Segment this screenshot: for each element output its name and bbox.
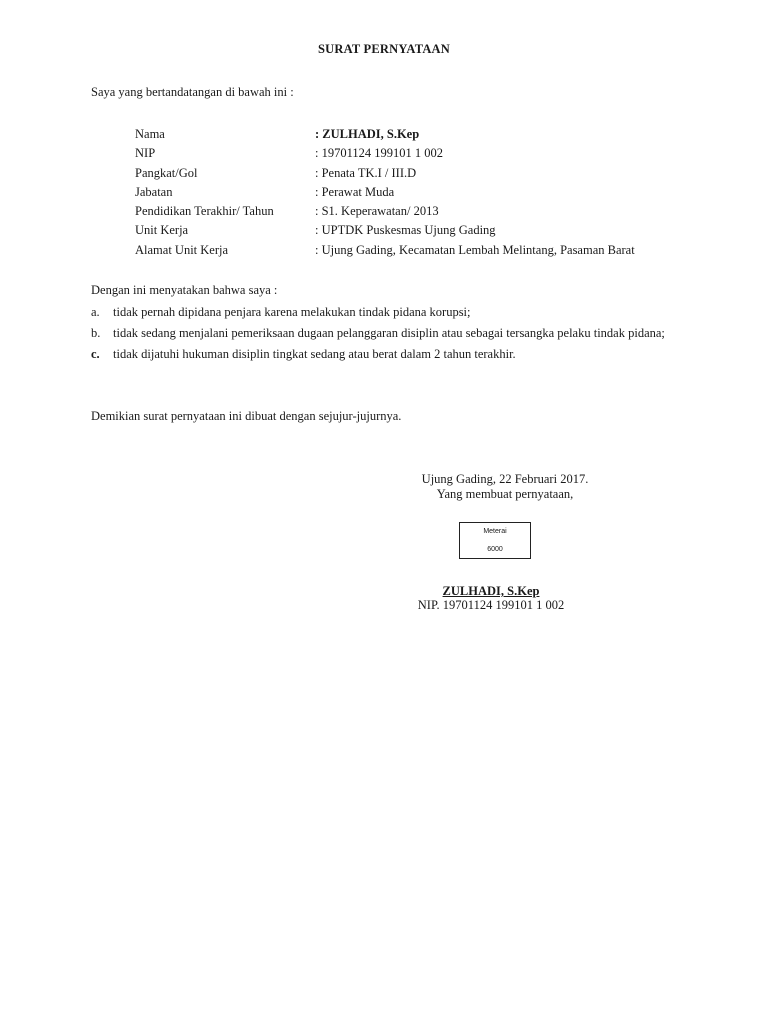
list-item (91, 344, 704, 365)
identity-label: Alamat Unit Kerja (135, 242, 229, 257)
place-date: Ujung Gading, 22 Februari 2017. (421, 472, 589, 486)
identity-row-education (135, 202, 715, 221)
closing-text: Demikian surat pernyataan ini dibuat dengan sejujur-jujurnya. (91, 409, 402, 423)
list-item (91, 323, 704, 344)
signature-block (380, 472, 630, 501)
identity-label: Pendidikan Terakhir/ Tahun (135, 204, 274, 219)
identity-label: Jabatan (135, 184, 173, 199)
identity-value: : 19701124 199101 1 002 (315, 146, 444, 161)
identity-row-nip (135, 144, 715, 163)
identity-value: : Ujung Gading, Kecamatan Lembah Melintang, Pasaman Barat (315, 242, 635, 257)
list-item-text: tidak dijatuhi hukuman disiplin tingkat sedang atau berat dalam 2 tahun terakhir. (113, 347, 516, 361)
stamp-value: 6000 (487, 546, 503, 553)
stamp-box (459, 522, 531, 559)
list-item-letter: c. (91, 347, 100, 361)
list-item (91, 302, 704, 323)
identity-value: : S1. Keperawatan/ 2013 (315, 204, 439, 219)
identity-row-work-address (135, 241, 715, 260)
identity-value: : Perawat Muda (315, 184, 395, 199)
identity-label: Unit Kerja (135, 223, 189, 238)
identity-value: : UPTDK Puskesmas Ujung Gading (315, 223, 496, 238)
list-item-letter: a. (91, 305, 100, 319)
identity-row-work-unit (135, 221, 715, 240)
identity-table (135, 125, 715, 260)
identity-row-name (135, 125, 715, 144)
statement-list (91, 302, 704, 365)
list-item-letter: b. (91, 326, 101, 340)
intro-text: Saya yang bertandatangan di bawah ini : (91, 85, 294, 99)
identity-label: NIP (135, 146, 156, 161)
statement-intro: Dengan ini menyatakan bahwa saya : (91, 283, 278, 297)
document-title: SURAT PERNYATAAN (317, 42, 451, 56)
identity-value: : ZULHADI, S.Kep (315, 127, 420, 141)
identity-label: Nama (135, 127, 165, 141)
stamp-label: Meterai (483, 528, 507, 535)
list-item-text: tidak pernah dipidana penjara karena melakukan tindak pidana korupsi; (113, 305, 471, 319)
identity-label: Pangkat/Gol (135, 165, 198, 180)
signer-nip: NIP. 19701124 199101 1 002 (417, 598, 565, 612)
maker-label: Yang membuat pernyataan, (436, 486, 574, 501)
identity-row-position (135, 183, 715, 202)
identity-value: : Penata TK.I / III.D (315, 165, 417, 180)
signer-name: ZULHADI, S.Kep (442, 584, 540, 598)
identity-row-rank (135, 164, 715, 183)
list-item-text: tidak sedang menjalani pemeriksaan dugaan pelanggaran disiplin atau sebagai tersangka pelaku tindak pidana; (113, 326, 665, 340)
